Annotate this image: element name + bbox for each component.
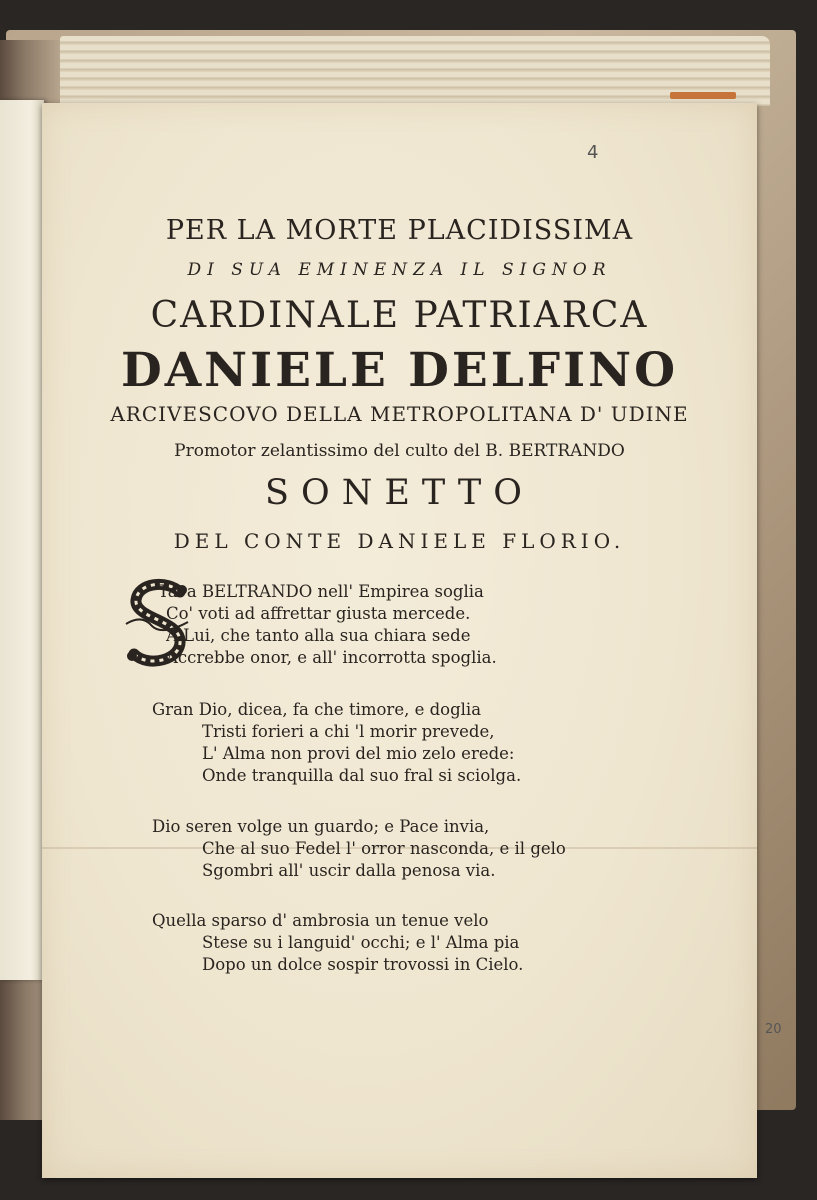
verse-line: A Lui, che tanto alla sua chiara sede [166,626,471,645]
verse-line: Gran Dio, dicea, fa che timore, e doglia [152,700,482,719]
verse-line: Accrebbe onor, e all' incorrotta spoglia. [166,648,497,667]
verse-line: L' Alma non provi del mio zelo erede: [202,744,515,763]
title-line-1: PER LA MORTE PLACIDISSIMA [165,215,634,246]
title-line-5: ARCIVESCOVO DELLA METROPOLITANA D' UDINE [110,402,689,426]
verse-line: Stese su i languid' occhi; e l' Alma pia [202,933,520,952]
printed-page [42,103,757,1178]
verse-line: Co' voti ad affrettar giusta mercede. [166,604,471,623]
verse-line: Dio seren volge un guardo; e Pace invia, [152,817,490,836]
edge-mark: 20 [765,1022,782,1037]
verse-line: Quella sparso d' ambrosia un tenue velo [152,911,489,930]
page-stack [60,36,770,106]
verse-line: Tristi forieri a chi 'l morir prevede, [202,722,495,741]
title-line-2: DI SUA EMINENZA IL SIGNOR [187,260,612,280]
verse-line: Onde tranquilla dal suo fral si sciolga. [202,766,522,785]
title-line-3: CARDINALE PATRIARCA [150,295,649,336]
verse-line: Sgombri all' uscir dalla penosa via. [202,861,496,880]
author-line: DEL CONTE DANIELE FLORIO. [173,529,626,553]
title-line-6: Promotor zelantissimo del culto del B. BERTRANDO [174,441,625,461]
verse-line: Che al suo Fedel l' orror nasconda, e il gelo [202,839,566,858]
sonnet-heading: SONETTO [265,473,534,513]
title-name: DANIELE DELFINO [120,343,679,398]
left-page-edge [0,100,44,980]
folio-number: 4 [587,142,599,163]
bookmark-ribbon [670,92,736,99]
verse-line: Dopo un dolce sospir trovossi in Cielo. [202,955,524,974]
verse-line: Tava BELTRANDO nell' Empirea soglia [158,582,484,601]
